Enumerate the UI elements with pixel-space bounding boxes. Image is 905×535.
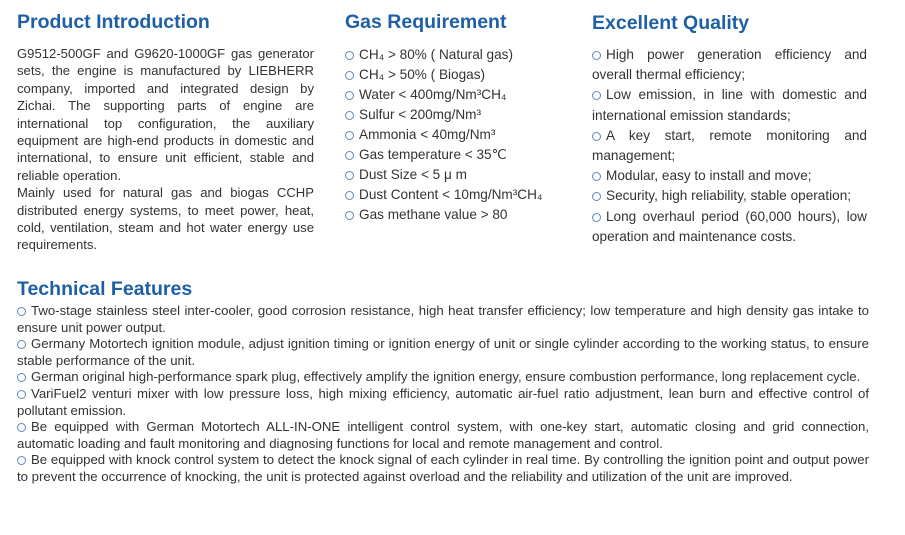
gas-item: Sulfur < 200mg/Nm³ [345, 105, 580, 125]
circle-bullet-icon [345, 151, 354, 160]
gas-requirement-heading: Gas Requirement [345, 11, 507, 33]
circle-bullet-icon [345, 211, 354, 220]
quality-item: A key start, remote monitoring and management; [592, 127, 867, 164]
gas-requirement-list [345, 45, 580, 225]
circle-bullet-icon [345, 131, 354, 140]
technical-item: Two-stage stainless steel inter-cooler, good corrosion resistance, high heat transfer efficiency; low temperature and high density gas intake to ensure unit power output. [17, 303, 869, 335]
circle-bullet-icon [17, 456, 26, 465]
gas-item: Water < 400mg/Nm³CH₄ [345, 85, 580, 105]
technical-item: VariFuel2 venturi mixer with low pressure loss, high mixing efficiency, automatic air-fuel ratio adjustment, lean burn and effective control of pollutant emission. [17, 385, 869, 418]
quality-item: High power generation efficiency and overall thermal efficiency; [592, 47, 867, 83]
circle-bullet-icon [345, 51, 354, 60]
circle-bullet-icon [592, 132, 601, 141]
technical-features-list [17, 303, 869, 486]
circle-bullet-icon [17, 390, 26, 399]
gas-item: CH₄ > 50% ( Biogas) [345, 65, 580, 85]
gas-item: Dust Content < 10mg/Nm³CH₄ [345, 185, 580, 205]
product-introduction-body [17, 45, 314, 254]
circle-bullet-icon [592, 213, 601, 222]
technical-item: Germany Motortech ignition module, adjust ignition timing or ignition energy of unit or single cylinder according to the working status, to ensure stable performance of the unit. [17, 336, 869, 368]
gas-item: Dust Size < 5 μ m [345, 165, 580, 185]
technical-features-heading: Technical Features [17, 278, 193, 300]
excellent-quality-heading: Excellent Quality [592, 12, 750, 34]
circle-bullet-icon [17, 340, 26, 349]
circle-bullet-icon [345, 91, 354, 100]
product-paragraph-2: Mainly used for natural gas and biogas CCHP distributed energy systems, to meet power, heat, cold, ventilation, steam and hot water energy use requirements. [17, 185, 314, 253]
circle-bullet-icon [592, 172, 601, 181]
technical-item: Be equipped with German Motortech ALL-IN-ONE intelligent control system, with one-key start, automatic closing and grid connection, automatic loading and fault monitoring and diagnosing functions for local and remote management and control. [17, 419, 869, 451]
technical-item: German original high-performance spark plug, effectively amplify the ignition energy, ensure combustion performance, long replacement cycle. [17, 369, 869, 386]
circle-bullet-icon [345, 171, 354, 180]
product-introduction-heading: Product Introduction [17, 11, 210, 33]
circle-bullet-icon [345, 111, 354, 120]
gas-item: Ammonia < 40mg/Nm³ [345, 125, 580, 145]
gas-item: Gas methane value > 80 [345, 205, 580, 225]
excellent-quality-list [592, 45, 867, 247]
circle-bullet-icon [592, 91, 601, 100]
circle-bullet-icon [17, 423, 26, 432]
circle-bullet-icon [345, 71, 354, 80]
circle-bullet-icon [592, 192, 601, 201]
quality-item: Low emission, in line with domestic and international emission standards; [592, 87, 867, 123]
circle-bullet-icon [345, 191, 354, 200]
quality-item: Security, high reliability, stable operation; [592, 186, 867, 206]
circle-bullet-icon [17, 373, 26, 382]
circle-bullet-icon [17, 307, 26, 316]
gas-item: CH₄ > 80% ( Natural gas) [345, 45, 580, 65]
product-paragraph-1: G9512-500GF and G9620-1000GF gas generator sets, the engine is manufactured by LIEBHERR company, imported and integrated design by Zichai. The supporting parts of engine are international top configuration, the auxiliary equipment are high-end products in domestic and international, to ensure unit efficient, stable and reliable operation. [17, 46, 314, 183]
circle-bullet-icon [592, 51, 601, 60]
technical-item: Be equipped with knock control system to detect the knock signal of each cylinder in real time. By controlling the ignition point and output power to prevent the occurrence of knocking, the unit is protected against overload and the reliability and utilization of the unit are improved. [17, 452, 869, 484]
quality-item: Modular, easy to install and move; [592, 166, 867, 186]
quality-item: Long overhaul period (60,000 hours), low operation and maintenance costs. [592, 208, 867, 244]
gas-item: Gas temperature < 35℃ [345, 145, 580, 165]
